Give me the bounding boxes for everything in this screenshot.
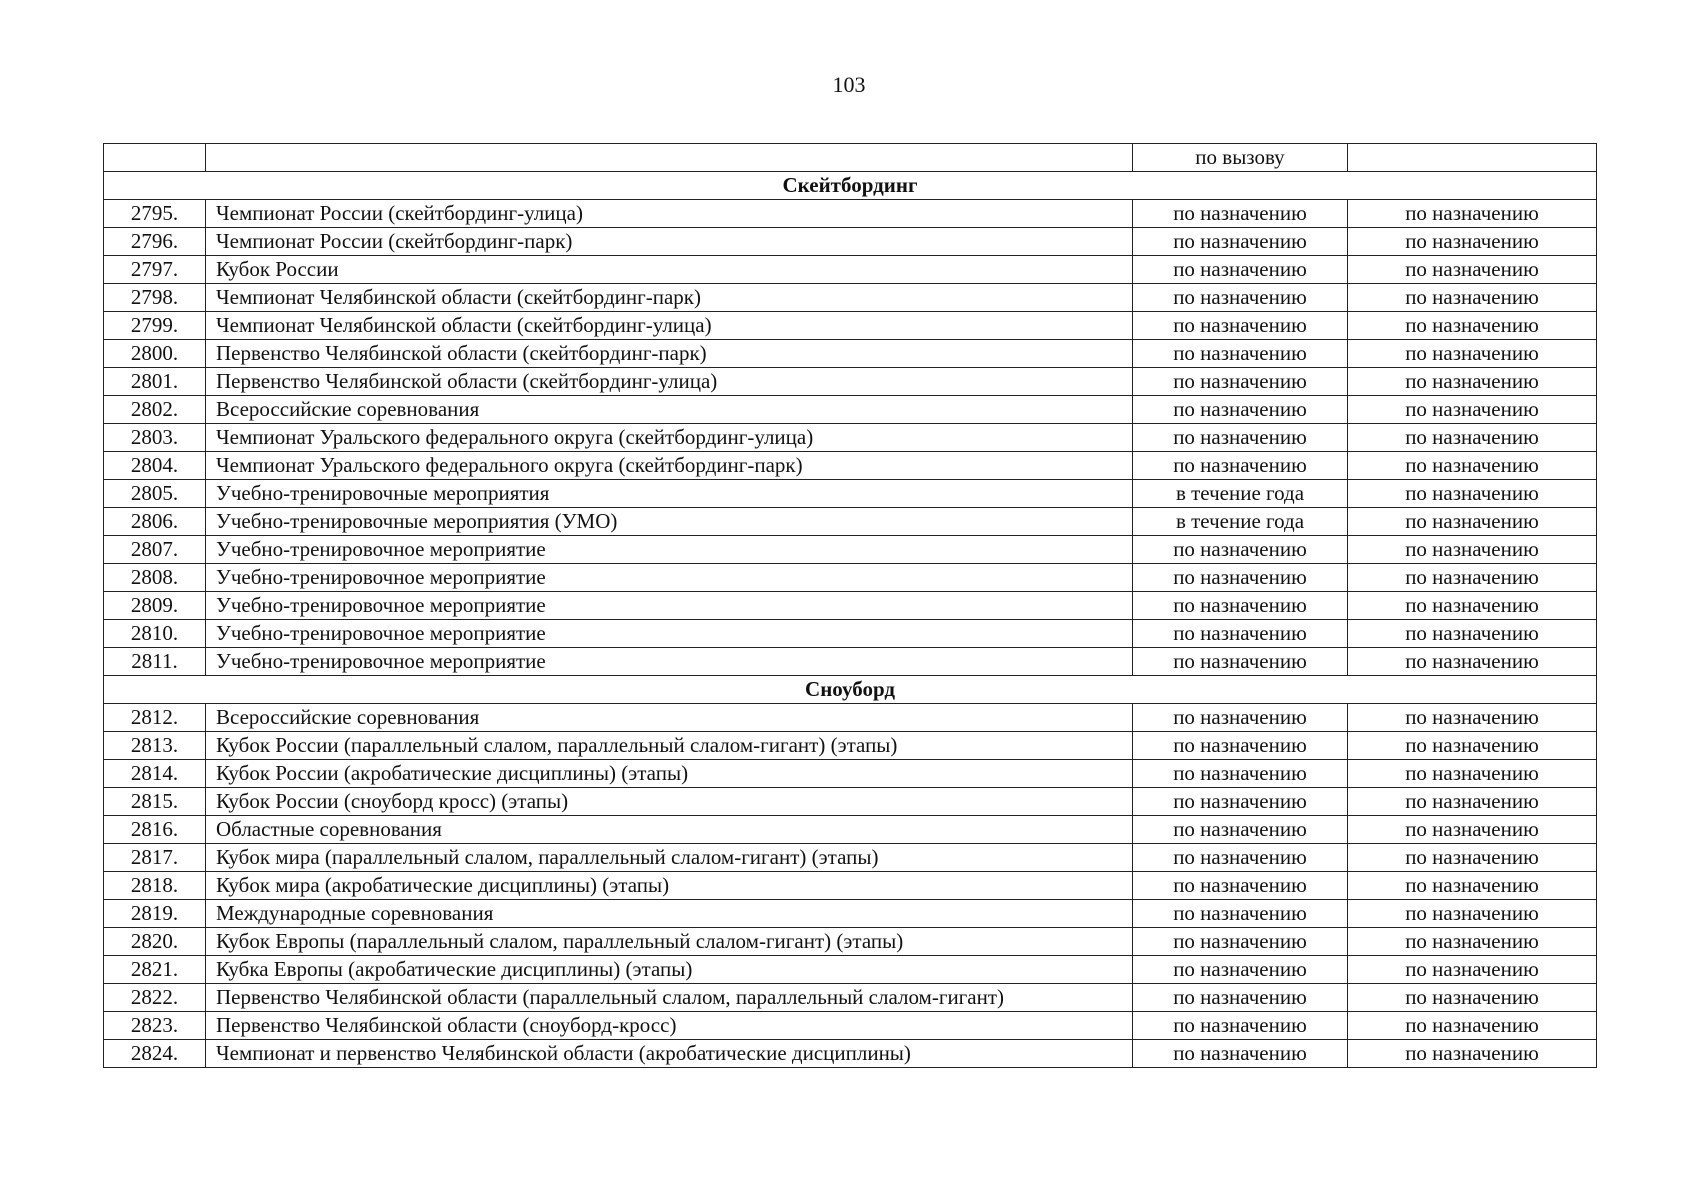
row-number: 2811.	[104, 648, 206, 676]
section-title: Сноуборд	[104, 676, 1597, 704]
event-date: по назначению	[1133, 620, 1348, 648]
event-name: Чемпионат Челябинской области (скейтбординг-парк)	[206, 284, 1133, 312]
event-date: по назначению	[1133, 984, 1348, 1012]
event-name: Всероссийские соревнования	[206, 704, 1133, 732]
event-date: по назначению	[1133, 396, 1348, 424]
event-date: в течение года	[1133, 480, 1348, 508]
table-row	[104, 508, 1597, 536]
event-name: Кубок России (акробатические дисциплины) (этапы)	[206, 760, 1133, 788]
event-name: Кубка Европы (акробатические дисциплины) (этапы)	[206, 956, 1133, 984]
row-number: 2805.	[104, 480, 206, 508]
event-name: Международные соревнования	[206, 900, 1133, 928]
table-row	[104, 872, 1597, 900]
event-date: по назначению	[1133, 844, 1348, 872]
table-row	[104, 396, 1597, 424]
event-name: Чемпионат и первенство Челябинской области (акробатические дисциплины)	[206, 1040, 1133, 1068]
event-name: Учебно-тренировочное мероприятие	[206, 592, 1133, 620]
event-place: по назначению	[1348, 564, 1597, 592]
page-number: 103	[832, 72, 866, 97]
event-name: Учебно-тренировочные мероприятия	[206, 480, 1133, 508]
event-date: по назначению	[1133, 424, 1348, 452]
row-number: 2823.	[104, 1012, 206, 1040]
event-name: Кубок мира (параллельный слалом, параллельный слалом-гигант) (этапы)	[206, 844, 1133, 872]
table-row	[104, 984, 1597, 1012]
events-table	[103, 143, 1597, 1068]
event-place: по назначению	[1348, 704, 1597, 732]
event-place: по назначению	[1348, 760, 1597, 788]
event-name: Кубок Европы (параллельный слалом, параллельный слалом-гигант) (этапы)	[206, 928, 1133, 956]
event-date: по назначению	[1133, 536, 1348, 564]
event-place: по назначению	[1348, 424, 1597, 452]
table-row	[104, 312, 1597, 340]
event-place	[1348, 144, 1597, 172]
row-number: 2821.	[104, 956, 206, 984]
table-row	[104, 340, 1597, 368]
event-date: по назначению	[1133, 1040, 1348, 1068]
event-date: по назначению	[1133, 452, 1348, 480]
event-name: Учебно-тренировочное мероприятие	[206, 620, 1133, 648]
event-place: по назначению	[1348, 816, 1597, 844]
event-place: по назначению	[1348, 284, 1597, 312]
continuation-row	[104, 144, 1597, 172]
event-place: по назначению	[1348, 256, 1597, 284]
event-name: Первенство Челябинской области (сноуборд-кросс)	[206, 1012, 1133, 1040]
event-date: по назначению	[1133, 872, 1348, 900]
event-place: по назначению	[1348, 228, 1597, 256]
event-date: по назначению	[1133, 368, 1348, 396]
table-row	[104, 956, 1597, 984]
table-row	[104, 200, 1597, 228]
event-name: Чемпионат России (скейтбординг-парк)	[206, 228, 1133, 256]
table-row	[104, 536, 1597, 564]
event-date: по назначению	[1133, 256, 1348, 284]
row-number: 2814.	[104, 760, 206, 788]
event-date: по назначению	[1133, 564, 1348, 592]
event-name: Кубок России	[206, 256, 1133, 284]
event-name: Чемпионат России (скейтбординг-улица)	[206, 200, 1133, 228]
event-place: по назначению	[1348, 592, 1597, 620]
row-number: 2812.	[104, 704, 206, 732]
table-row	[104, 928, 1597, 956]
table-row	[104, 424, 1597, 452]
row-number: 2815.	[104, 788, 206, 816]
event-place: по назначению	[1348, 872, 1597, 900]
event-place: по назначению	[1348, 732, 1597, 760]
table-row	[104, 620, 1597, 648]
event-place: по назначению	[1348, 648, 1597, 676]
event-date: по назначению	[1133, 228, 1348, 256]
row-number: 2803.	[104, 424, 206, 452]
event-date: по назначению	[1133, 788, 1348, 816]
event-place: по назначению	[1348, 844, 1597, 872]
event-name: Кубок России (параллельный слалом, параллельный слалом-гигант) (этапы)	[206, 732, 1133, 760]
table-row	[104, 368, 1597, 396]
row-number: 2802.	[104, 396, 206, 424]
table-row	[104, 452, 1597, 480]
event-date: по назначению	[1133, 816, 1348, 844]
event-name: Чемпионат Челябинской области (скейтбординг-улица)	[206, 312, 1133, 340]
event-date: по назначению	[1133, 648, 1348, 676]
table-row	[104, 900, 1597, 928]
row-number: 2799.	[104, 312, 206, 340]
event-date: по назначению	[1133, 1012, 1348, 1040]
row-number: 2797.	[104, 256, 206, 284]
row-number: 2817.	[104, 844, 206, 872]
row-number: 2824.	[104, 1040, 206, 1068]
event-name: Первенство Челябинской области (параллельный слалом, параллельный слалом-гигант)	[206, 984, 1133, 1012]
table-row	[104, 704, 1597, 732]
table-row	[104, 256, 1597, 284]
table-row	[104, 732, 1597, 760]
event-date: по назначению	[1133, 956, 1348, 984]
event-date: по назначению	[1133, 760, 1348, 788]
table-row	[104, 1040, 1597, 1068]
row-number: 2798.	[104, 284, 206, 312]
event-date: по назначению	[1133, 900, 1348, 928]
row-number: 2818.	[104, 872, 206, 900]
event-name	[206, 144, 1133, 172]
event-date: по назначению	[1133, 592, 1348, 620]
row-number: 2819.	[104, 900, 206, 928]
event-place: по назначению	[1348, 956, 1597, 984]
event-place: по назначению	[1348, 340, 1597, 368]
row-number: 2820.	[104, 928, 206, 956]
event-date: по назначению	[1133, 732, 1348, 760]
event-date: по назначению	[1133, 340, 1348, 368]
table-row	[104, 648, 1597, 676]
event-date: по назначению	[1133, 928, 1348, 956]
table-row	[104, 564, 1597, 592]
row-number: 2795.	[104, 200, 206, 228]
event-place: по назначению	[1348, 396, 1597, 424]
section-header-row	[104, 676, 1597, 704]
table-row	[104, 788, 1597, 816]
row-number: 2801.	[104, 368, 206, 396]
event-name: Чемпионат Уральского федерального округа (скейтбординг-парк)	[206, 452, 1133, 480]
table-row	[104, 844, 1597, 872]
section-header-row	[104, 172, 1597, 200]
table-row	[104, 1012, 1597, 1040]
event-place: по назначению	[1348, 620, 1597, 648]
event-name: Учебно-тренировочное мероприятие	[206, 536, 1133, 564]
event-name: Учебно-тренировочное мероприятие	[206, 564, 1133, 592]
table-row	[104, 284, 1597, 312]
event-name: Учебно-тренировочные мероприятия (УМО)	[206, 508, 1133, 536]
event-name: Учебно-тренировочное мероприятие	[206, 648, 1133, 676]
row-number	[104, 144, 206, 172]
event-date: по назначению	[1133, 704, 1348, 732]
table-row	[104, 816, 1597, 844]
table-row	[104, 480, 1597, 508]
event-place: по назначению	[1348, 536, 1597, 564]
event-date: в течение года	[1133, 508, 1348, 536]
event-name: Чемпионат Уральского федерального округа (скейтбординг-улица)	[206, 424, 1133, 452]
events-table-body	[104, 144, 1597, 1068]
event-place: по назначению	[1348, 928, 1597, 956]
table-row	[104, 592, 1597, 620]
event-name: Первенство Челябинской области (скейтбординг-парк)	[206, 340, 1133, 368]
row-number: 2796.	[104, 228, 206, 256]
event-place: по назначению	[1348, 788, 1597, 816]
event-place: по назначению	[1348, 200, 1597, 228]
event-place: по назначению	[1348, 1012, 1597, 1040]
row-number: 2808.	[104, 564, 206, 592]
row-number: 2810.	[104, 620, 206, 648]
row-number: 2813.	[104, 732, 206, 760]
table-row	[104, 760, 1597, 788]
event-place: по назначению	[1348, 368, 1597, 396]
section-title: Скейтбординг	[104, 172, 1597, 200]
event-date: по назначению	[1133, 312, 1348, 340]
event-place: по назначению	[1348, 480, 1597, 508]
event-place: по назначению	[1348, 1040, 1597, 1068]
event-name: Кубок России (сноуборд кросс) (этапы)	[206, 788, 1133, 816]
event-place: по назначению	[1348, 452, 1597, 480]
row-number: 2807.	[104, 536, 206, 564]
row-number: 2800.	[104, 340, 206, 368]
event-date: по назначению	[1133, 200, 1348, 228]
event-name: Областные соревнования	[206, 816, 1133, 844]
row-number: 2809.	[104, 592, 206, 620]
table-row	[104, 228, 1597, 256]
event-name: Первенство Челябинской области (скейтбординг-улица)	[206, 368, 1133, 396]
event-place: по назначению	[1348, 508, 1597, 536]
event-place: по назначению	[1348, 984, 1597, 1012]
event-name: Всероссийские соревнования	[206, 396, 1133, 424]
event-date: по назначению	[1133, 284, 1348, 312]
row-number: 2804.	[104, 452, 206, 480]
event-place: по назначению	[1348, 900, 1597, 928]
event-name: Кубок мира (акробатические дисциплины) (этапы)	[206, 872, 1133, 900]
event-place: по назначению	[1348, 312, 1597, 340]
row-number: 2816.	[104, 816, 206, 844]
event-date: по вызову	[1133, 144, 1348, 172]
row-number: 2806.	[104, 508, 206, 536]
row-number: 2822.	[104, 984, 206, 1012]
